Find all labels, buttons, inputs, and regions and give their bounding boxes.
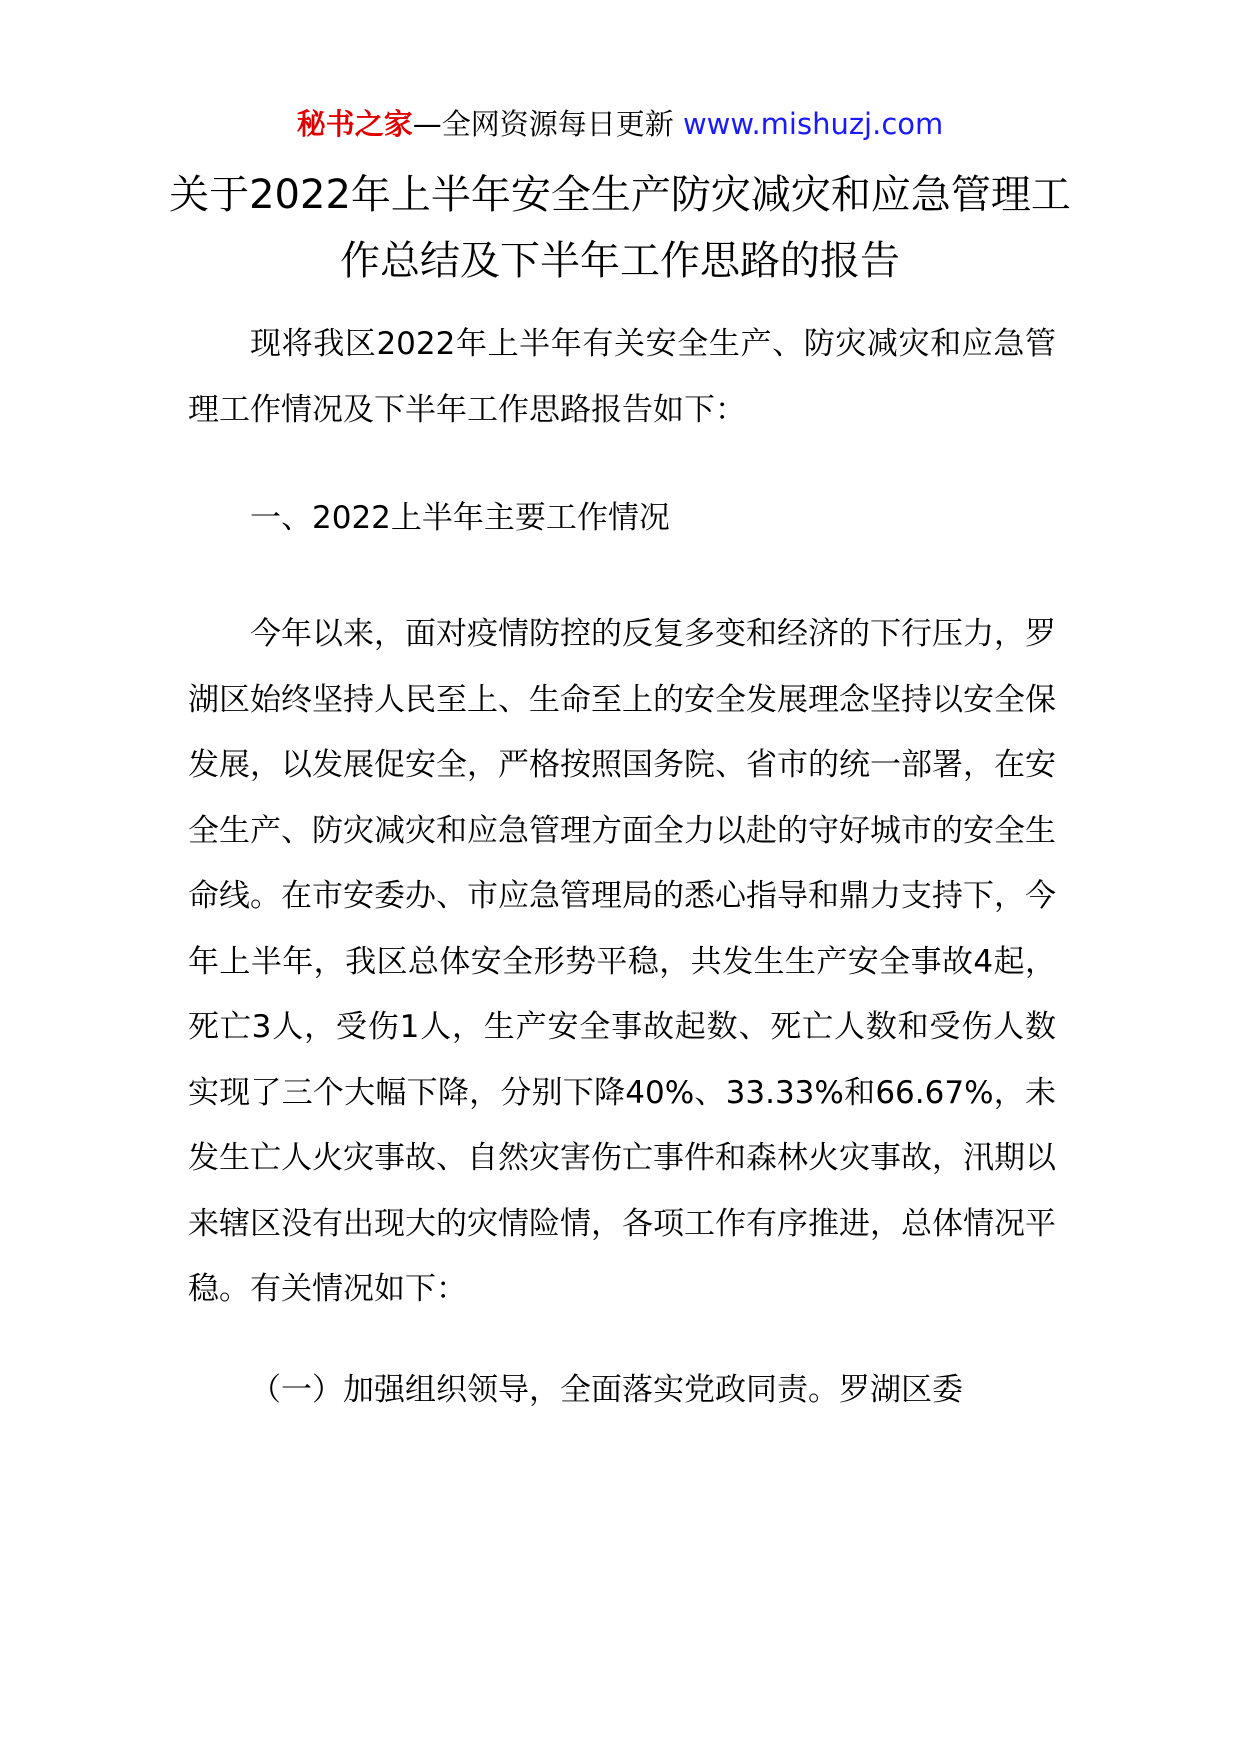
brand-name: 秘书之家 [296, 107, 413, 141]
document-title: 关于2022年上半年安全生产防灾减灾和应急管理工作总结及下半年工作思路的报告 [169, 172, 1071, 284]
site-url-link[interactable]: www.mishuzj.com [682, 107, 944, 141]
section-1-body: 今年以来，面对疫情防控的反复多变和经济的下行压力，罗湖区始终坚持人民至上、生命至上的安全发展理念坚持以安全保发展，以发展促安全，严格按照国务院、省市的统一部署，在安全生产、防灾减灾和应急管理方面全力以赴的守好城市的安全生命线。在市安委办、市应急管理局的悉心指导和鼎力支持下，今年上半年，我区总体安全形势平稳，共发生生产安全事故4起，死亡3人，受伤1人，生产安全事故起数、死亡人数和受伤人数实现了三个大幅下降，分别下降40%、33.33%和66.67%，未发生亡人火灾事故、自然灾害伤亡事件和森林火灾事故，汛期以来辖区没有出现大的灾情险情，各项工作有序推进，总体情况平稳。有关情况如下： [188, 616, 1056, 1307]
subsection-1-start: （一）加强组织领导，全面落实党政同责。罗湖区委 [250, 1372, 963, 1408]
intro-paragraph: 现将我区2022年上半年有关安全生产、防灾减灾和应急管理工作情况及下半年工作思路报告如下： [188, 326, 1056, 428]
section-heading-1: 一、2022上半年主要工作情况 [250, 500, 670, 536]
site-banner [0, 104, 1240, 144]
banner-tagline: —全网资源每日更新 [412, 107, 674, 141]
